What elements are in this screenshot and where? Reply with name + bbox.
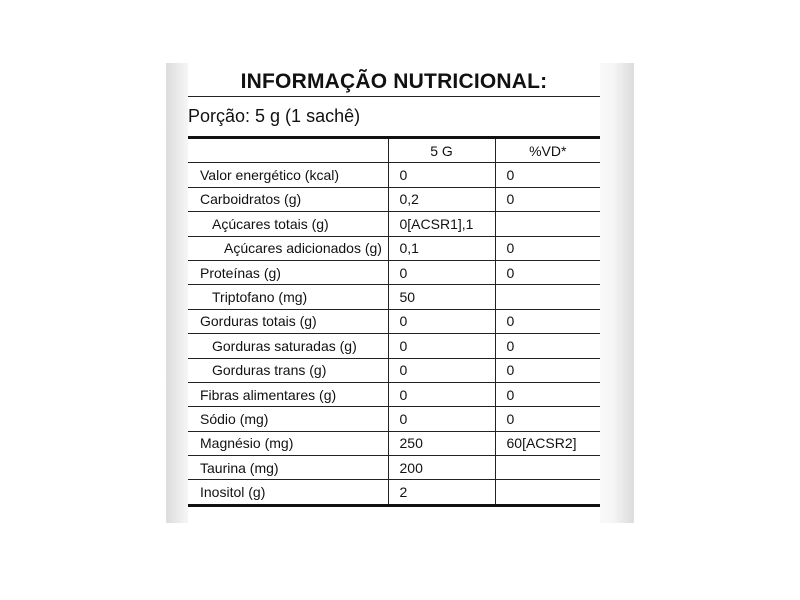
label-title: INFORMAÇÃO NUTRICIONAL:: [240, 70, 548, 93]
table-row: [188, 480, 600, 505]
nutrient-amount: 0,1: [388, 236, 495, 260]
nutrient-amount: 0: [388, 382, 495, 406]
header-nutrient: [188, 139, 388, 163]
nutrient-daily-value: 0: [495, 382, 600, 406]
nutrient-name: Carboidratos (g): [188, 187, 388, 211]
table-row: [188, 260, 600, 284]
table-row: [188, 285, 600, 309]
nutrient-amount: 0[ACSR1],1: [388, 212, 495, 236]
nutrient-name: Triptofano (mg): [188, 285, 388, 309]
nutrient-name: Proteínas (g): [188, 260, 388, 284]
nutrient-amount: 0: [388, 260, 495, 284]
nutrient-name: Valor energético (kcal): [188, 163, 388, 187]
nutrient-amount: 0: [388, 407, 495, 431]
nutrient-amount: 50: [388, 285, 495, 309]
nutrient-daily-value: [495, 285, 600, 309]
nutrient-name: Fibras alimentares (g): [188, 382, 388, 406]
nutrient-daily-value: 0: [495, 309, 600, 333]
nutrient-daily-value: 0: [495, 260, 600, 284]
title-divider: [188, 96, 600, 97]
header-daily-value: %VD*: [495, 139, 600, 163]
table-row: [188, 309, 600, 333]
nutrient-daily-value: 0: [495, 407, 600, 431]
table-row: [188, 212, 600, 236]
nutrient-name: Magnésio (mg): [188, 431, 388, 455]
nutrient-amount: 0: [388, 358, 495, 382]
nutrient-amount: 0: [388, 334, 495, 358]
table-row: [188, 334, 600, 358]
nutrient-daily-value: 0: [495, 163, 600, 187]
nutrient-amount: 0: [388, 309, 495, 333]
nutrient-daily-value: [495, 212, 600, 236]
nutrient-name: Taurina (mg): [188, 456, 388, 480]
table-header-row: [188, 139, 600, 163]
nutrient-daily-value: 0: [495, 187, 600, 211]
nutrient-amount: 0,2: [388, 187, 495, 211]
nutrient-name: Gorduras saturadas (g): [188, 334, 388, 358]
table-row: [188, 456, 600, 480]
nutrient-daily-value: [495, 456, 600, 480]
nutrient-name: Gorduras trans (g): [188, 358, 388, 382]
nutrition-label: [188, 63, 600, 523]
nutrient-daily-value: 60[ACSR2]: [495, 431, 600, 455]
nutrient-daily-value: [495, 480, 600, 505]
header-amount: 5 G: [388, 139, 495, 163]
table-row: [188, 236, 600, 260]
nutrient-daily-value: 0: [495, 236, 600, 260]
table-row: [188, 431, 600, 455]
nutrient-name: Gorduras totais (g): [188, 309, 388, 333]
nutrient-name: Açúcares adicionados (g): [188, 236, 388, 260]
nutrient-daily-value: 0: [495, 358, 600, 382]
nutrient-daily-value: 0: [495, 334, 600, 358]
nutrient-amount: 2: [388, 480, 495, 505]
nutrient-amount: 250: [388, 431, 495, 455]
table-row: [188, 382, 600, 406]
nutrient-amount: 0: [388, 163, 495, 187]
table-row: [188, 187, 600, 211]
nutrient-name: Inositol (g): [188, 480, 388, 505]
table-row: [188, 163, 600, 187]
nutrition-panel: [166, 63, 634, 523]
table-row: [188, 358, 600, 382]
nutrition-table: [188, 139, 600, 507]
portion-size: Porção: 5 g (1 sachê): [188, 106, 361, 126]
table-row: [188, 407, 600, 431]
nutrient-name: Sódio (mg): [188, 407, 388, 431]
nutrient-amount: 200: [388, 456, 495, 480]
nutrient-name: Açúcares totais (g): [188, 212, 388, 236]
